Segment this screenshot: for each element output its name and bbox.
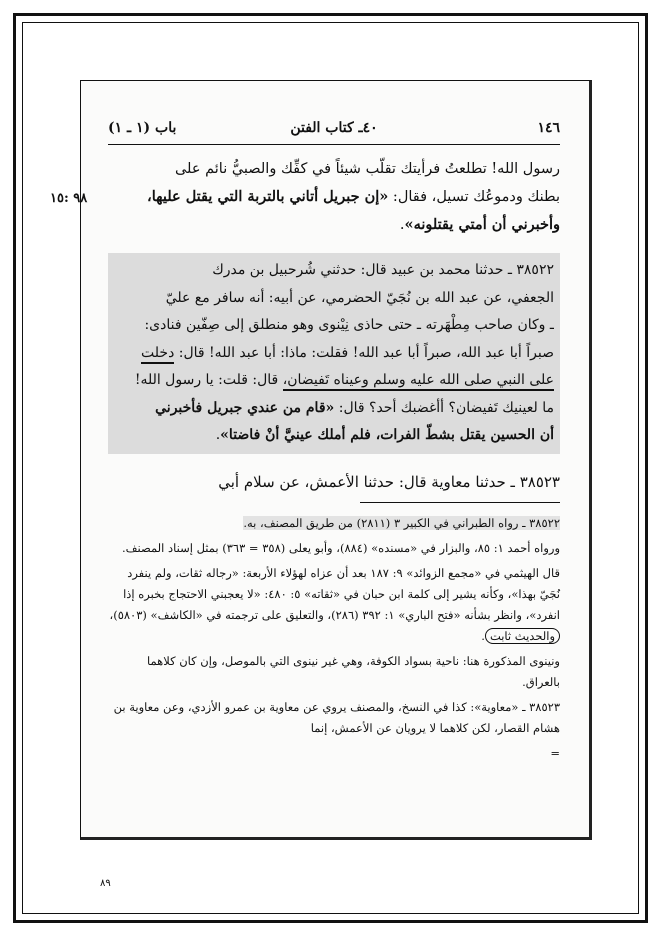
- hadith-line-1: ٣٨٥٢٢ ـ حدثنا محمد بن عبيد قال: حدثني شُرحبيل بن مدرك: [212, 262, 554, 278]
- top-line-3-tail: .: [399, 217, 405, 233]
- chapter-label: باب (١ ـ ١): [108, 120, 177, 136]
- note-3: [108, 563, 560, 647]
- hadith-line-6-text: ما لعينيك تَفيضان؟ أأغضبك أحد؟ قال:: [334, 399, 554, 416]
- note-1: [108, 513, 560, 534]
- running-head: [108, 118, 560, 145]
- hadith-line-5-text: قال: قلت: يا رسول الله!: [134, 372, 283, 388]
- note-1-text: ٣٨٥٢٢ ـ رواه الطبراني في الكبير ٣ (٢٨١١) من طريق المصنف، به.: [243, 515, 560, 530]
- page-number: ١٤٦: [537, 120, 560, 136]
- hadith-line-7: [114, 422, 554, 450]
- hadith-38522-box: [108, 253, 560, 454]
- hadith-line-2: الجعفي، عن عبد الله بن نُجَيّ الحضرمي، عن أبيه: أنه سافر مع عليّ: [165, 289, 554, 306]
- note-3-circled: والحديث ثابت: [485, 628, 560, 644]
- note-5-continuation: =: [550, 745, 560, 760]
- hadith-line-5: [114, 367, 554, 395]
- hadith-line-7-bold: أن الحسين يقتل بشطّ الفرات، فلم أملك عينيَّ أنْ فاضتا»: [220, 427, 554, 443]
- top-paragraph: [108, 155, 560, 239]
- top-line-3-bold: وأخبرني أن أمتي يقتلونه»: [404, 216, 560, 233]
- top-line-2-plain: بطنك ودموعُك تسيل، فقال:: [388, 189, 560, 205]
- book-title: ٤٠ـ كتاب الفتن: [290, 120, 378, 136]
- hadith-line-3: ـ وكان صاحب مِطْهَرته ـ حتى حاذى نِيْنوى وهو منطلق إلى صِفّين فنادى:: [144, 317, 554, 333]
- footnotes: [108, 513, 560, 764]
- hadith-line-6: [114, 395, 554, 423]
- side-reference: ٩٨ :١٥: [50, 191, 88, 206]
- note-2: ورواه أحمد ١: ٨٥، والبزار في «مسنده» (٨٨٤)، وأبو يعلى (٣٥٨ = ٣٦٣) بمثل إسناد المصنف.: [121, 540, 560, 555]
- hadith-line-5-underlined: على النبي صلى الله عليه وسلم وعيناه تَفيضان،: [283, 372, 554, 391]
- hadith-line-4-text: صبراً أبا عبد الله، صبراً أبا عبد الله! فقلت: ماذا: أبا عبد الله! قال:: [174, 344, 554, 361]
- hadith-38523: ٣٨٥٢٣ ـ حدثنا معاوية قال: حدثنا الأعمش، عن سلام أبي: [218, 472, 560, 491]
- hadith-line-7-tail: .: [215, 427, 221, 443]
- top-line-2-bold: «إن جبريل أتاني بالتربة التي يقتل عليها،: [147, 188, 389, 205]
- footnote-rule: [360, 502, 560, 503]
- note-5: ٣٨٥٢٣ ـ «معاوية»: كذا في النسخ، والمصنف يروي عن معاوية بن عمرو الأزدي، وعن معاوية بن هشام القصار، لكن كلاهما لا يرويان عن الأعمش، إنما: [113, 699, 560, 735]
- note-3-tail: .: [481, 628, 485, 643]
- footer-page-number: ٨٩: [100, 878, 111, 889]
- top-line-3: [108, 211, 560, 239]
- hadith-line-4-underlined: دخلت: [141, 345, 174, 364]
- top-line-2: [108, 183, 560, 211]
- hadith-line-4: [114, 340, 554, 368]
- note-4: ونينوى المذكورة هنا: ناحية بسواد الكوفة، وهي غير نينوى التي بالموصل، وإن كان كلاهما بالعراق.: [146, 653, 560, 689]
- top-line-1: رسول الله! تطلعتُ فرأيتك تقلّب شيئاً في كفِّك والصبيُّ نائم على: [174, 161, 560, 177]
- hadith-line-6-bold: «قام من عندي جبريل فأخبرني: [155, 399, 335, 416]
- book-page: [50, 118, 560, 768]
- note-3-text: قال الهيثمي في «مجمع الزوائد» ٩: ١٨٧ بعد أن عزاه لهؤلاء الأربعة: «رجاله ثقات، ولم ينفرد نُجَيّ بهذا»، وكأنه يشير إلى كلمة ابن حبان في «ثقاته» ٥: ٤٨٠: «لا يعجبني الاحتجاج بخبره إذا انفرد»، وانظر بشأنه «فتح الباري» ١: ٣٩٢ (٢٨٦)، والتعليق على ترجمته في «الكاشف» (٥٨٠٣)،: [109, 565, 560, 622]
